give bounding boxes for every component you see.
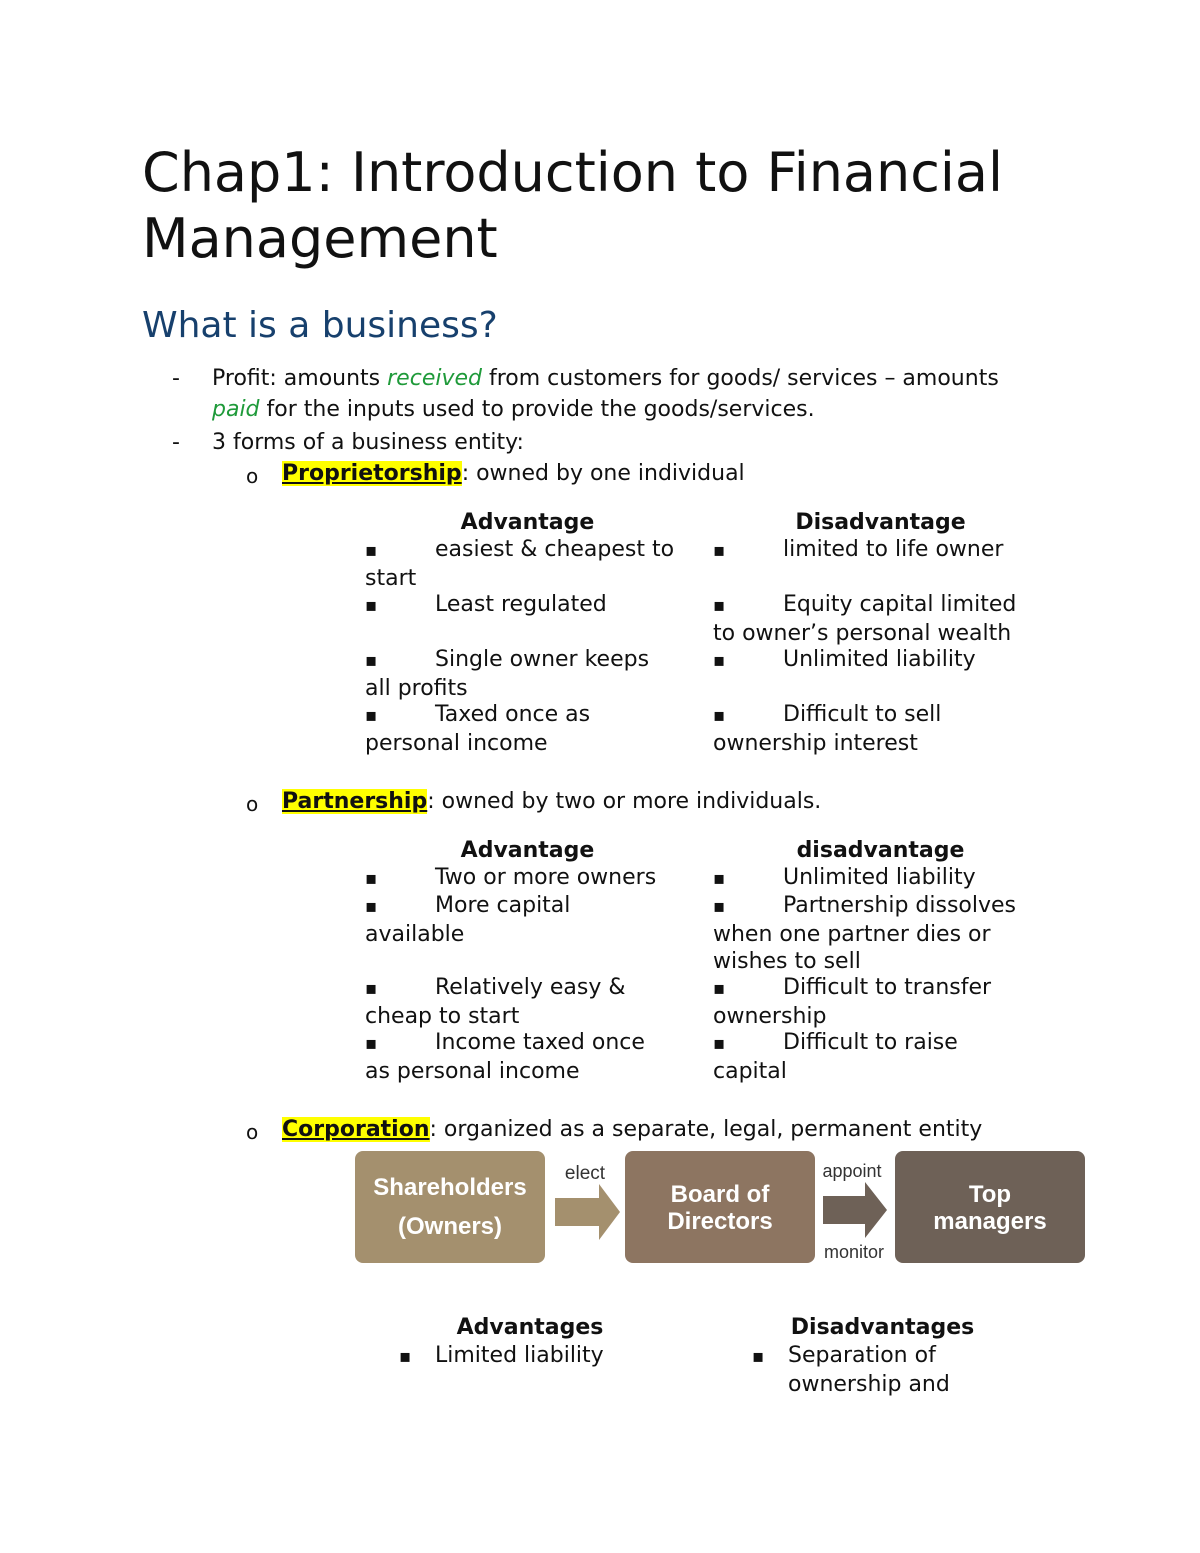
disadvantages-heading: Disadvantages bbox=[790, 1315, 975, 1340]
list-item: ▪ Unlimited liability bbox=[713, 647, 976, 672]
corporation-term: Corporation bbox=[282, 1117, 430, 1142]
elect-arrow bbox=[555, 1184, 620, 1240]
appoint-label: appoint bbox=[822, 1161, 882, 1181]
board-label-1: Board of bbox=[670, 1181, 770, 1208]
list-item: ▪ Equity capital limited to owner’s personal wealth bbox=[713, 592, 1017, 646]
list-item: ▪ Taxed once as personal income bbox=[365, 702, 591, 756]
top-managers-label-1: Top bbox=[968, 1181, 1012, 1208]
list-item: ▪ limited to life owner bbox=[713, 537, 1004, 562]
top-managers-label-2: managers bbox=[933, 1208, 1047, 1235]
list-item: ▪ Unlimited liability bbox=[713, 865, 976, 890]
list-item: ▪ Difficult to sell ownership interest bbox=[713, 702, 942, 756]
list-item: ▪ Single owner keeps all profits bbox=[365, 647, 650, 701]
appoint-monitor-arrow bbox=[823, 1182, 887, 1238]
disadvantage-heading: disadvantage bbox=[796, 838, 965, 863]
partnership-term: Partnership bbox=[282, 789, 428, 814]
list-item: ▪ Partnership dissolves when one partner dies or wishes to sell bbox=[713, 893, 1017, 974]
advantage-heading: Advantage bbox=[460, 510, 595, 535]
received-term: received bbox=[387, 366, 482, 391]
partnership-line: Partnership: owned by two or more individuals. bbox=[282, 789, 822, 814]
shareholders-label: Shareholders bbox=[373, 1174, 527, 1201]
section-heading: What is a business? bbox=[142, 305, 498, 346]
corporate-governance-diagram bbox=[355, 1148, 1085, 1266]
list-item: ▪ Limited liability bbox=[399, 1343, 604, 1368]
list-item: ▪ Difficult to transfer ownership bbox=[713, 975, 992, 1029]
dash-marker: - bbox=[172, 430, 180, 455]
profit-definition-cont: paid for the inputs used to provide the goods/services. bbox=[212, 397, 815, 422]
list-item: ▪ easiest & cheapest to start bbox=[365, 537, 675, 591]
list-item: ▪ Two or more owners bbox=[365, 865, 657, 890]
list-item: ▪ Relatively easy & cheap to start bbox=[365, 975, 626, 1029]
list-item: ▪ Least regulated bbox=[365, 592, 607, 617]
proprietorship-term: Proprietorship bbox=[282, 461, 462, 486]
shareholders-box bbox=[355, 1151, 545, 1263]
owners-label: (Owners) bbox=[397, 1213, 503, 1240]
circle-marker: o bbox=[246, 1120, 259, 1144]
profit-definition: Profit: amounts received from customers for goods/ services – amounts bbox=[212, 366, 999, 391]
monitor-label: monitor bbox=[823, 1242, 885, 1262]
advantages-heading: Advantages bbox=[456, 1315, 604, 1340]
list-item: ▪ Income taxed once as personal income bbox=[365, 1030, 645, 1084]
elect-label: elect bbox=[564, 1163, 606, 1184]
circle-marker: o bbox=[246, 464, 259, 488]
corporation-line: Corporation: organized as a separate, legal, permanent entity bbox=[282, 1117, 983, 1142]
paid-term: paid bbox=[212, 397, 260, 422]
circle-marker: o bbox=[246, 792, 259, 816]
page-title: Chap1: Introduction to Financial Management bbox=[142, 141, 1004, 270]
dash-marker: - bbox=[172, 366, 180, 391]
disadvantage-heading: Disadvantage bbox=[795, 510, 966, 535]
advantage-heading: Advantage bbox=[460, 838, 595, 863]
list-item: ▪ Difficult to raise capital bbox=[713, 1030, 958, 1084]
list-item: ▪ More capital available bbox=[365, 893, 571, 947]
forms-intro: 3 forms of a business entity: bbox=[212, 430, 524, 455]
list-item: ▪ Separation of ownership and bbox=[752, 1343, 950, 1397]
proprietorship-line: Proprietorship: owned by one individual bbox=[282, 461, 745, 486]
board-label-2: Directors bbox=[667, 1208, 773, 1235]
